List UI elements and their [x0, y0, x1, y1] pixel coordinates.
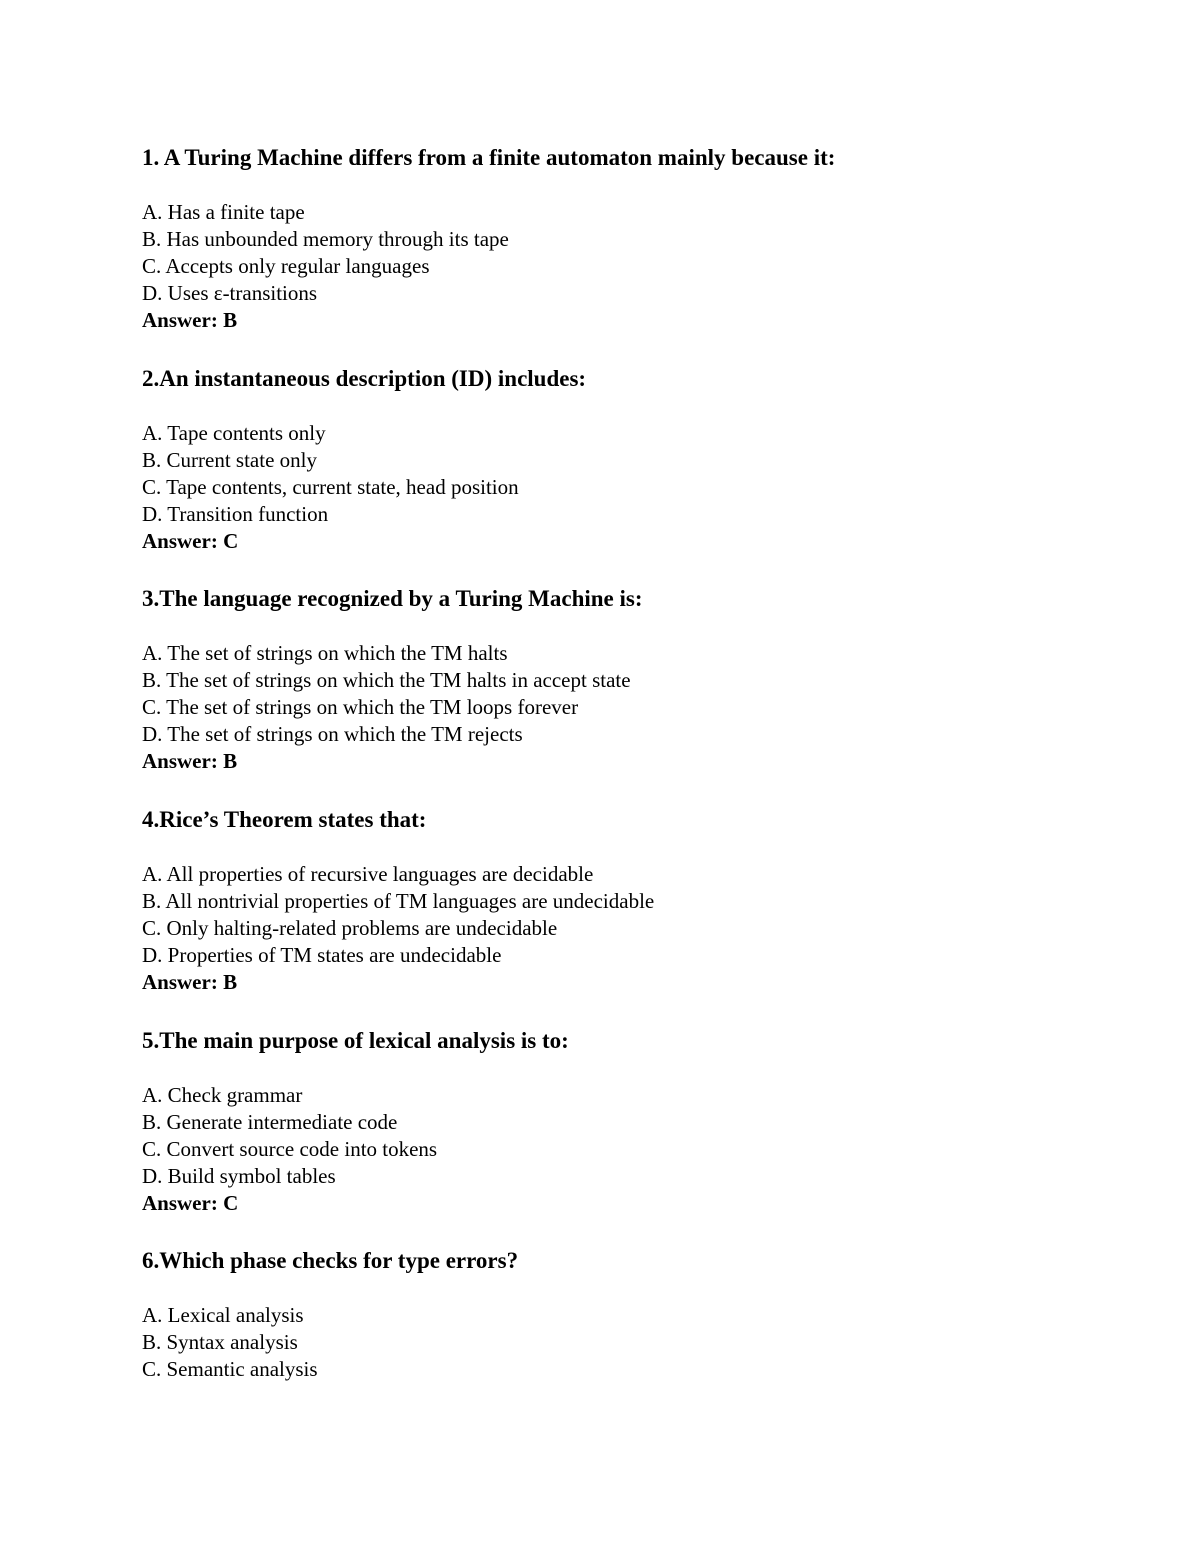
- option-b: B. All nontrivial properties of TM languages are undecidable: [142, 889, 655, 913]
- question-title: 5.The main purpose of lexical analysis is to:: [142, 1028, 569, 1053]
- option-c: C. Convert source code into tokens: [142, 1137, 438, 1161]
- option-c: C. Tape contents, current state, head position: [142, 475, 519, 499]
- option-a: A. Has a finite tape: [142, 200, 305, 224]
- question-1: [142, 144, 1122, 334]
- question-6: [142, 1247, 1122, 1383]
- option-c: C. Only halting-related problems are undecidable: [142, 916, 558, 940]
- option-b: B. Has unbounded memory through its tape: [142, 227, 509, 251]
- option-list: [142, 420, 1122, 528]
- question-4: [142, 806, 1122, 996]
- question-2: [142, 365, 1122, 555]
- option-a: A. Tape contents only: [142, 421, 326, 445]
- option-d: D. Properties of TM states are undecidable: [142, 943, 502, 967]
- answer-line: Answer: B: [142, 308, 238, 332]
- option-list: [142, 640, 1122, 748]
- question-3: [142, 585, 1122, 775]
- option-d: D. Build symbol tables: [142, 1164, 336, 1188]
- option-b: B. Syntax analysis: [142, 1330, 298, 1354]
- option-c: C. The set of strings on which the TM loops forever: [142, 695, 579, 719]
- option-d: D. The set of strings on which the TM rejects: [142, 722, 523, 746]
- question-title: 2.An instantaneous description (ID) includes:: [142, 366, 587, 391]
- question-title: 6.Which phase checks for type errors?: [142, 1248, 519, 1273]
- option-list: [142, 861, 1122, 969]
- option-c: C. Accepts only regular languages: [142, 254, 430, 278]
- option-a: A. Lexical analysis: [142, 1303, 304, 1327]
- answer-line: Answer: B: [142, 749, 238, 773]
- answer-line: Answer: B: [142, 970, 238, 994]
- option-list: [142, 1302, 1122, 1383]
- option-c: C. Semantic analysis: [142, 1357, 318, 1381]
- answer-line: Answer: C: [142, 529, 239, 553]
- question-5: [142, 1027, 1122, 1217]
- option-a: A. The set of strings on which the TM halts: [142, 641, 508, 665]
- option-list: [142, 199, 1122, 307]
- question-title: 3.The language recognized by a Turing Machine is:: [142, 586, 643, 611]
- option-d: D. Transition function: [142, 502, 329, 526]
- option-d: D. Uses ε-transitions: [142, 281, 318, 305]
- option-list: [142, 1082, 1122, 1190]
- option-a: A. Check grammar: [142, 1083, 303, 1107]
- question-title: 4.Rice’s Theorem states that:: [142, 807, 427, 832]
- answer-line: Answer: C: [142, 1191, 239, 1215]
- option-b: B. The set of strings on which the TM halts in accept state: [142, 668, 631, 692]
- option-a: A. All properties of recursive languages are decidable: [142, 862, 594, 886]
- question-title: 1. A Turing Machine differs from a finite automaton mainly because it:: [142, 145, 836, 170]
- option-b: B. Current state only: [142, 448, 317, 472]
- option-b: B. Generate intermediate code: [142, 1110, 398, 1134]
